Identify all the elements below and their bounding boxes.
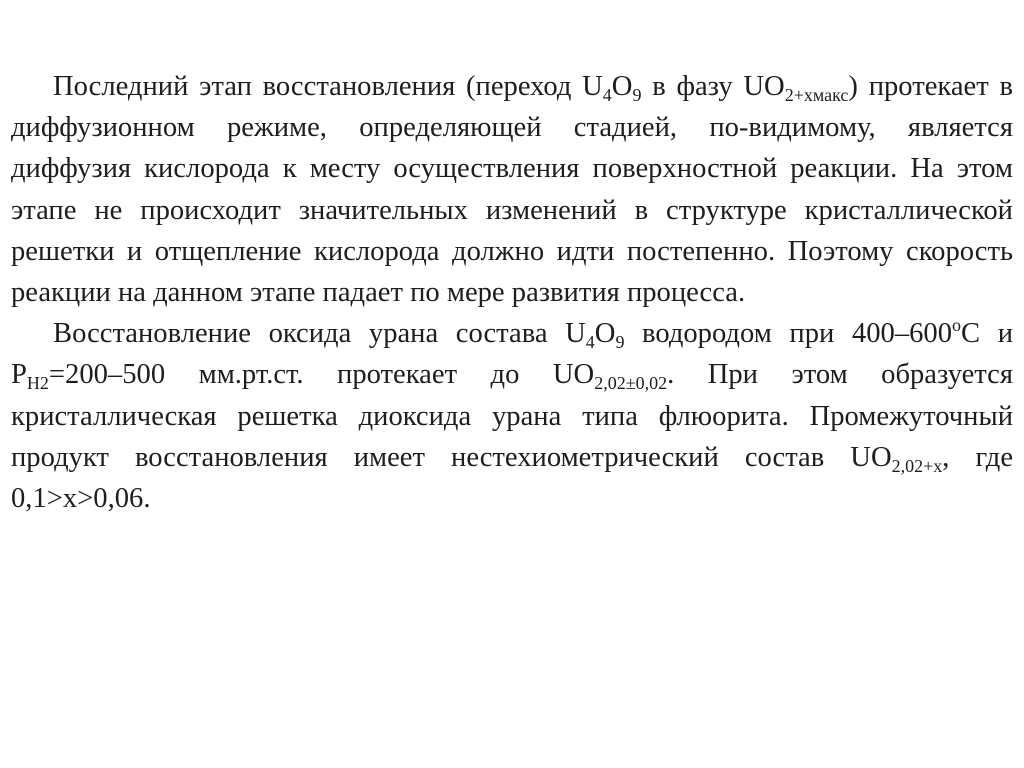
text-segment: Восстановление оксида урана состава U [53, 318, 586, 350]
subscript: H2 [26, 373, 49, 394]
subscript: 2,02+x [891, 455, 943, 476]
subscript: 2+хмакс [784, 85, 849, 105]
text-segment: , где 0,1>x>0,06. [11, 441, 1014, 515]
text-segment: Последний этап восстановления (переход U [53, 71, 603, 102]
text-segment: O [594, 318, 616, 350]
text-segment: ) протекает в диффузионном режиме, определяющей стадией, по-видимому, является диффузия кислорода к месту осуществления поверхностной реакции. На этом этапе не происходит значительных изменений в структуре кристаллической решетки и отщепление кислорода должно идти постепенно. Поэтому скорость реакции на данном этапе падает по мере развития процесса. [11, 71, 1013, 309]
subscript: 2,02±0,02 [594, 373, 668, 394]
text-segment: O [611, 71, 633, 102]
subscript: 4 [585, 332, 595, 353]
document-body [11, 66, 1013, 519]
paragraph-reduction-stage [11, 66, 1013, 313]
superscript: o [952, 315, 962, 336]
text-segment: в фазу UO [641, 71, 785, 102]
text-segment: С и P [11, 318, 1013, 391]
text-segment: водородом при 400–600 [624, 318, 953, 350]
subscript: 9 [632, 85, 642, 105]
paragraph-uranium-oxide-reduction [11, 313, 1013, 519]
subscript: 9 [615, 332, 625, 353]
text-segment: . При этом образуется кристаллическая решетка диоксида урана типа флюорита. Промежуточный продукт восстановления имеет нестехиометрический состав UO [11, 359, 1013, 473]
text-segment: =200–500 мм.рт.ст. протекает до UO [48, 359, 595, 391]
subscript: 4 [602, 85, 612, 105]
